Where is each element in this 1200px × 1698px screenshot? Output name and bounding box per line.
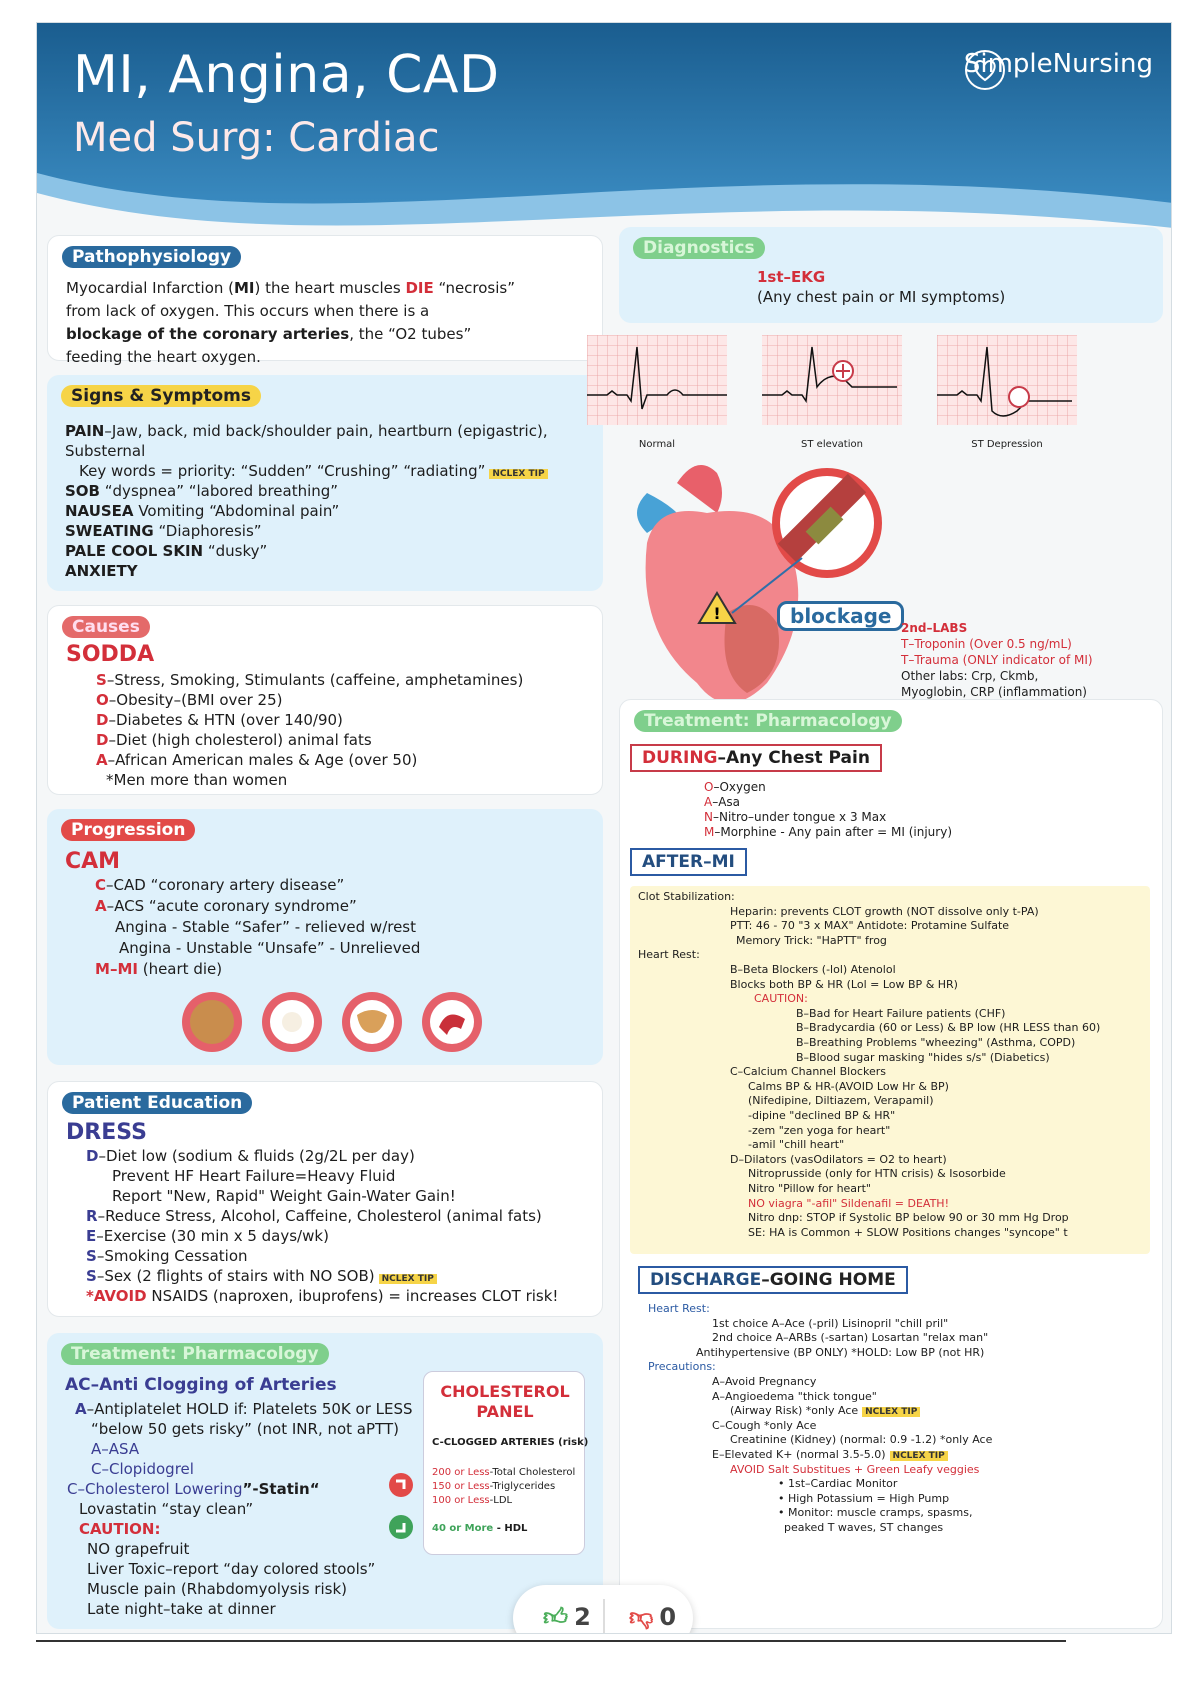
- card-causes: [47, 605, 603, 795]
- during-morphine: M–Morphine - Any pain after = MI (injury): [704, 825, 953, 839]
- brand-logo: [964, 49, 1153, 79]
- tx1-antiplatelet: A–Antiplatelet HOLD if: Platelets 50K or LESS: [75, 1400, 413, 1418]
- ekg-st-depression-strip: [937, 335, 1077, 425]
- upvote-button[interactable]: [543, 1603, 591, 1632]
- artery-stage-2-icon: [262, 992, 322, 1052]
- after-mi-line: Clot Stabilization:: [638, 890, 735, 903]
- edu-diet: D–Diet low (sodium & fluids (2g/2L per day): [86, 1147, 415, 1165]
- section-label-diagnostics: Diagnostics: [633, 237, 765, 259]
- vote-divider: [603, 1599, 605, 1634]
- diag-first: 1st–EKG: [757, 268, 826, 286]
- card-diagnostics: [619, 227, 1163, 323]
- nclex-tip-badge: NCLEX TIP: [379, 1274, 437, 1284]
- panel-sub: C-CLOGGED ARTERIES (risk): [432, 1437, 589, 1448]
- panel-row-trig: 150 or Less-Triglycerides: [432, 1481, 556, 1492]
- signs-pale: PALE COOL SKIN “dusky”: [65, 542, 268, 560]
- during-nitro: N–Nitro–under tongue x 3 Max: [704, 810, 887, 824]
- causes-acronym: SODDA: [66, 642, 155, 667]
- discharge-line: Antihypertensive (BP ONLY) *HOLD: Low BP (not HR): [696, 1345, 985, 1359]
- artery-stage-3-icon: [342, 992, 402, 1052]
- patho-line-4: feeding the heart oxygen.: [66, 348, 261, 366]
- after-mi-line: Heart Rest:: [638, 948, 700, 962]
- prog-angina-stable: Angina - Stable “Safer” - relieved w/rest: [115, 918, 417, 936]
- blockage-callout: blockage: [777, 601, 904, 631]
- after-mi-line: Heparin: prevents CLOT growth (NOT dissolve only t-PA): [730, 904, 1039, 918]
- card-signs-symptoms: [47, 375, 603, 591]
- panel-row-total: 200 or Less-Total Cholesterol: [432, 1467, 576, 1478]
- tx1-caution-4: Late night–take at dinner: [87, 1600, 276, 1618]
- signs-pain: PAIN–Jaw, back, mid back/shoulder pain, heartburn (epigastric),: [65, 422, 548, 440]
- tx1-caution-1: NO grapefruit: [87, 1540, 190, 1558]
- card-pathophysiology: [47, 235, 603, 366]
- signs-anxiety: ANXIETY: [65, 562, 138, 580]
- patho-line-2: from lack of oxygen. This occurs when there is a: [66, 302, 430, 320]
- causes-item: S–Stress, Smoking, Stimulants (caffeine, amphetamines): [96, 671, 524, 689]
- nclex-tip-badge: NCLEX TIP: [890, 1451, 948, 1461]
- ekg-caption-st-elevation: ST elevation: [801, 439, 863, 450]
- upvote-count: 2: [574, 1603, 591, 1631]
- tx1-caution-2: Liver Toxic–report “day colored stools”: [87, 1560, 376, 1578]
- ekg-caption-normal: Normal: [638, 439, 676, 450]
- discharge-header: DISCHARGE–GOING HOME: [638, 1266, 908, 1294]
- tx1-caution: CAUTION:: [79, 1520, 161, 1538]
- thumbs-up-icon: 👍︎: [543, 1603, 569, 1631]
- arrow-down-red-icon: [387, 1471, 415, 1499]
- discharge-line: Creatinine (Kidney) (normal: 0.9 -1.2) *only Ace: [730, 1433, 993, 1447]
- after-mi-notes: [630, 886, 1150, 1254]
- after-mi-line: D–Dilators (vasOdilators = O2 to heart): [730, 1152, 947, 1166]
- page-subtitle: Med Surg: Cardiac: [73, 115, 440, 161]
- artery-stage-1-icon: [182, 992, 242, 1052]
- causes-item: A–African American males & Age (over 50): [96, 751, 418, 769]
- edu-report: Report "New, Rapid" Weight Gain-Water Gain!: [112, 1187, 456, 1205]
- section-label-signs: Signs & Symptoms: [61, 385, 261, 407]
- labs-other-2: Myoglobin, CRP (inflammation): [901, 685, 1087, 699]
- diag-first-detail: (Any chest pain or MI symptoms): [757, 288, 1006, 306]
- tx1-clopidogrel: C–Clopidogrel: [91, 1460, 194, 1478]
- discharge-line: A–Avoid Pregnancy: [712, 1375, 817, 1388]
- tx1-lovastatin: Lovastatin “stay clean”: [79, 1500, 254, 1518]
- tx1-asa: A–ASA: [91, 1440, 140, 1458]
- labs-other-1: Other labs: Crp, Ckmb,: [901, 669, 1039, 683]
- labs-heading: 2nd–LABS: [901, 621, 968, 635]
- after-mi-line: B–Breathing Problems "wheezing" (Asthma, COPD): [796, 1036, 1076, 1049]
- after-mi-line: PTT: 46 - 70 "3 x MAX" Antidote: Protamine Sulfate: [730, 919, 1010, 933]
- tx1-caution-3: Muscle pain (Rhabdomyolysis risk): [87, 1580, 347, 1598]
- signs-pain-2: Substernal: [65, 442, 146, 460]
- page-title: MI, Angina, CAD: [73, 45, 500, 105]
- signs-sweating: SWEATING “Diaphoresis”: [65, 522, 262, 540]
- discharge-line: 2nd choice A–ARBs (-sartan) Losartan "relax man": [712, 1331, 989, 1345]
- discharge-line: C–Cough *only Ace: [712, 1418, 817, 1432]
- ekg-normal-strip: [587, 335, 727, 425]
- edu-reduce: R–Reduce Stress, Alcohol, Caffeine, Cholesterol (animal fats): [86, 1207, 542, 1225]
- ekg-strips: [587, 335, 1167, 435]
- footer-rule: [36, 1640, 1066, 1642]
- ekg-st-elevation-strip: [762, 335, 902, 425]
- edu-hf: Prevent HF Heart Failure=Heavy Fluid: [112, 1167, 396, 1185]
- section-label-patho: Pathophysiology: [62, 246, 241, 268]
- after-mi-line: Blocks both BP & HR (Lol = Low BP & HR): [730, 977, 958, 991]
- discharge-line: • 1st–Cardiac Monitor: [778, 1477, 898, 1491]
- after-mi-line: -dipine "declined BP & HR": [748, 1109, 896, 1122]
- causes-item: D–Diabetes & HTN (over 140/90): [96, 711, 343, 729]
- patho-line-1: Myocardial Infarction (MI) the heart muscles DIE “necrosis”: [66, 279, 516, 297]
- after-mi-line: Calms BP & HR-(AVOID Low Hr & BP): [748, 1079, 949, 1093]
- panel-title-2: PANEL: [476, 1402, 534, 1421]
- arrow-up-green-icon: [387, 1513, 415, 1541]
- after-mi-line: Nitroprusside (only for HTN crisis) & Isosorbide: [748, 1167, 1006, 1181]
- edu-sex: S–Sex (2 flights of stairs with NO SOB) NCLEX TIP: [86, 1266, 437, 1289]
- signs-keywords: Key words = priority: “Sudden” “Crushing” “radiating” NCLEX TIP: [79, 461, 548, 484]
- edu-smoking: S–Smoking Cessation: [86, 1247, 248, 1265]
- prog-acronym: CAM: [65, 849, 121, 874]
- thumbs-down-icon: 👎︎: [629, 1603, 654, 1631]
- tx1-ac: AC–Anti Clogging of Arteries: [65, 1375, 337, 1395]
- card-treatment-pharm-1: [47, 1333, 603, 1629]
- section-label-causes: Causes: [62, 616, 150, 638]
- after-mi-line: B–Blood sugar masking "hides s/s" (Diabetics): [796, 1050, 1050, 1064]
- after-mi-line: SE: HA is Common + SLOW Positions changes "syncope" t: [748, 1225, 1068, 1239]
- nclex-tip-badge: NCLEX TIP: [862, 1407, 920, 1417]
- after-mi-line: -zem "zen yoga for heart": [748, 1123, 891, 1137]
- prog-mi: M–MI (heart die): [95, 960, 223, 978]
- nclex-tip-badge: NCLEX TIP: [489, 469, 547, 479]
- discharge-line: • Monitor: muscle cramps, spasms,: [778, 1506, 973, 1520]
- after-mi-line: Memory Trick: "HaPTT" frog: [736, 933, 887, 947]
- prog-angina-unstable: Angina - Unstable “Unsafe” - Unrelieved: [119, 939, 421, 957]
- section-label-progression: Progression: [61, 819, 195, 841]
- labs-trauma: T–Trauma (ONLY indicator of MI): [901, 653, 1093, 667]
- brand-name: SimpleNursing: [963, 49, 1153, 79]
- heart-blockage-illustration: [607, 463, 907, 703]
- discharge-line: peaked T waves, ST changes: [784, 1521, 944, 1534]
- artery-stage-4-icon: [422, 992, 482, 1052]
- after-mi-header: AFTER–MI: [630, 848, 747, 876]
- downvote-count: 0: [659, 1603, 677, 1631]
- after-mi-line: NO viagra "-afil" Sildenafil = DEATH!: [748, 1196, 949, 1210]
- prog-acs: A–ACS “acute coronary syndrome”: [95, 897, 357, 915]
- cholesterol-panel: [423, 1371, 589, 1555]
- after-mi-line: Nitro "Pillow for heart": [748, 1182, 871, 1195]
- prog-cad: C–CAD “coronary artery disease”: [95, 876, 345, 894]
- during-header: DURING–Any Chest Pain: [630, 744, 882, 772]
- edu-avoid: *AVOID NSAIDS (naproxen, ibuprofens) = increases CLOT risk!: [86, 1287, 559, 1305]
- discharge-line: Precautions:: [648, 1360, 716, 1374]
- during-oxygen: O–Oxygen: [704, 780, 766, 794]
- patho-line-3: blockage of the coronary arteries, the “O2 tubes”: [66, 325, 472, 343]
- after-mi-line: C–Calcium Channel Blockers: [730, 1065, 886, 1079]
- header-banner: [37, 23, 1172, 253]
- tx1-below-50: “below 50 gets risky” (not INR, not aPTT): [91, 1420, 399, 1438]
- vote-widget: [513, 1585, 693, 1634]
- after-mi-line: B–Bradycardia (60 or Less) & BP low (HR LESS than 60): [796, 1021, 1101, 1035]
- discharge-line: E–Elevated K+ (normal 3.5-5.0) NCLEX TIP: [712, 1448, 948, 1464]
- card-progression: [47, 809, 603, 1065]
- section-label-treatment-1: Treatment: Pharmacology: [61, 1343, 329, 1365]
- after-mi-line: (Nifedipine, Diltiazem, Verapamil): [748, 1094, 934, 1108]
- signs-nausea: NAUSEA Vomiting “Abdominal pain”: [65, 502, 340, 520]
- artery-progression-illustration: [177, 987, 507, 1057]
- edu-exercise: E–Exercise (30 min x 5 days/wk): [86, 1227, 329, 1245]
- after-mi-line: -amil "chill heart": [748, 1138, 845, 1152]
- discharge-line: (Airway Risk) *only Ace NCLEX TIP: [730, 1404, 920, 1420]
- svg-text:!: !: [713, 604, 721, 623]
- after-mi-line: B–Beta Blockers (-lol) Atenolol: [730, 963, 896, 976]
- causes-item: O–Obesity–(BMI over 25): [96, 691, 283, 709]
- signs-sob: SOB “dyspnea” “labored breathing”: [65, 482, 339, 500]
- during-asa: A–Asa: [704, 795, 741, 809]
- tx1-cholesterol: C–Cholesterol Lowering”-Statin“: [67, 1480, 320, 1498]
- panel-title-1: CHOLESTEROL: [440, 1382, 570, 1401]
- study-sheet: [36, 22, 1172, 1634]
- ekg-caption-st-depression: ST Depression: [971, 439, 1043, 450]
- discharge-line: • High Potassium = High Pump: [778, 1491, 950, 1505]
- heart-logo-icon: [964, 49, 1006, 91]
- edu-acronym: DRESS: [66, 1120, 147, 1145]
- discharge-line: AVOID Salt Substitues + Green Leafy veggies: [730, 1462, 980, 1476]
- card-patient-education: [47, 1081, 603, 1317]
- panel-row-hdl: 40 or More - HDL: [432, 1523, 528, 1534]
- section-label-treatment-2: Treatment: Pharmacology: [634, 710, 902, 732]
- discharge-line: A–Angioedema "thick tongue": [712, 1389, 877, 1403]
- discharge-line: Heart Rest:: [648, 1302, 710, 1315]
- causes-item: D–Diet (high cholesterol) animal fats: [96, 731, 372, 749]
- after-mi-line: B–Bad for Heart Failure patients (CHF): [796, 1006, 1006, 1020]
- discharge-line: 1st choice A–Ace (-pril) Lisinopril "chill pril": [712, 1316, 949, 1330]
- card-treatment-pharm-2: [619, 699, 1163, 1629]
- section-label-education: Patient Education: [62, 1092, 252, 1114]
- after-mi-line: CAUTION:: [754, 992, 808, 1006]
- causes-note: *Men more than women: [106, 771, 288, 789]
- labs-troponin: T–Troponin (Over 0.5 ng/mL): [901, 637, 1072, 651]
- after-mi-line: Nitro dnp: STOP if Systolic BP below 90 or 30 mm Hg Drop: [748, 1211, 1069, 1225]
- panel-row-ldl: 100 or Less-LDL: [432, 1495, 513, 1506]
- downvote-button[interactable]: [629, 1603, 676, 1632]
